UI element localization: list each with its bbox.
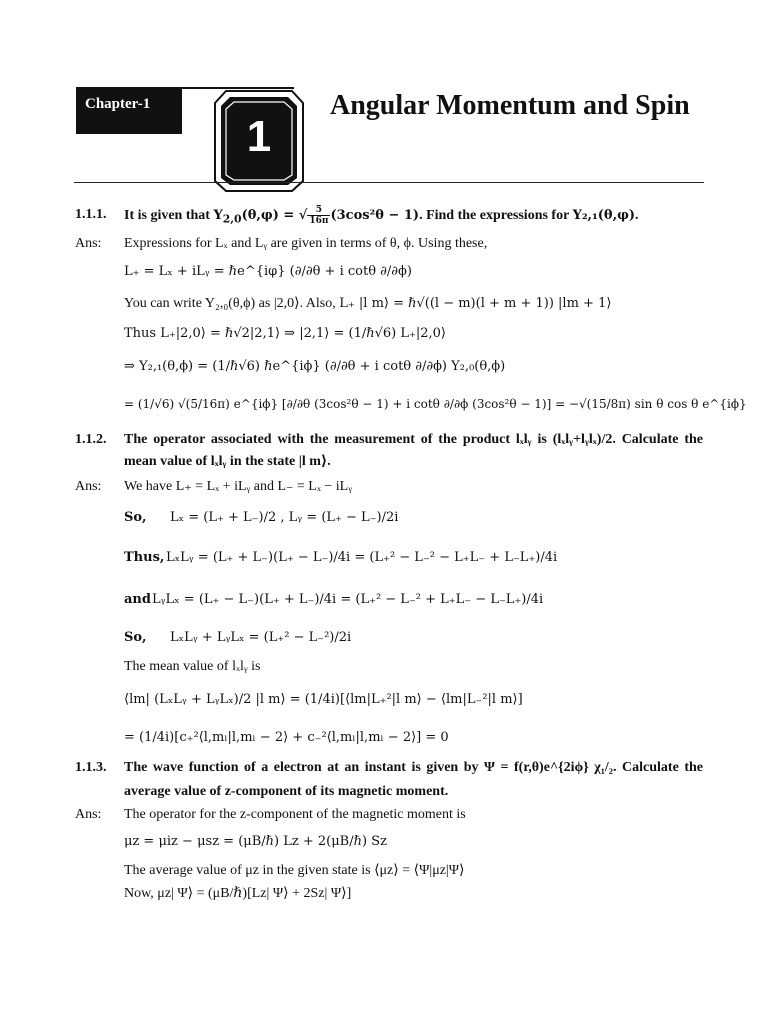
ladder-relation: L₊ |l m⟩ = ℏ√((l − m)(l + m + 1)) |lm + 1⟩ [339,296,612,311]
chapter-number: 1 [246,112,272,161]
now-line: Now, μz| Ψ⟩ = (μB/ℏ)[Lz| Ψ⟩ + 2Sz| Ψ⟩] [124,886,352,901]
answer-line: We have L₊ = Lₓ + iLᵧ and L₋ = Lₓ − iLᵧ [124,479,352,494]
question-label: 1.1.2. [75,432,107,447]
answer-1-1-2 [75,477,703,497]
answer-line: The operator for the z-component of the magnetic moment is [124,807,466,822]
answer-label: Ans: [75,479,102,494]
answer-1-1-1 [75,234,703,254]
so-label-1: So, [124,510,147,525]
target-harmonic: Y₂,₁(θ,φ) [572,208,636,223]
equation-y21-operator: ⇒ Y₂,₁(θ,ϕ) = (1/ℏ√6) ℏe^{iϕ} (∂/∂θ + i cotθ ∂/∂ϕ) Y₂,₀(θ,ϕ) [124,359,506,374]
given-harmonic: $Y_{2,0}(\theta,\varphi)$ = √ $\frac{5}{16\pi}$ (3cos²θ − 1) [213,205,420,226]
question-text-line-1: The wave function of a electron at an instant is given by Ψ = f(r,θ)e^{2iϕ} χ₁/₂. Calculate the [124,760,703,775]
question-text-line-2: average value of z-component of its magnetic moment. [124,784,449,799]
question-1-1-2 [75,430,703,474]
equation-thus: Thus L₊|2,0⟩ = ℏ√2|2,1⟩ ⇒ |2,1⟩ = (1/ℏ√6) L₊|2,0⟩ [124,326,446,341]
average-value-line: The average value of μz in the given state is ⟨μz⟩ = ⟨Ψ|μz|Ψ⟩ [124,863,465,878]
so-label-2: So, [124,630,147,645]
question-label: 1.1.1. [75,207,107,222]
question-text-line-2: mean value of lₓlᵧ in the state |l m⟩. [124,454,331,469]
answer-1-1-3 [75,805,703,825]
answer-line: Expressions for Lₓ and Lᵧ are given in terms of θ, ϕ. Using these, [124,236,488,251]
and-label: and [124,592,151,607]
mean-value-line: The mean value of lₓlᵧ is [124,659,261,674]
question-1-1-1 [75,202,703,228]
chapter-badge-frame [212,87,306,195]
thus-label: Thus, [124,550,165,565]
header-rule [74,182,704,183]
equation-sum: LₓLᵧ + LᵧLₓ = (L₊² − L₋²)/2i [170,630,352,645]
equation-mean-value: ⟨lm| (LₓLᵧ + LᵧLₓ)/2 |l m⟩ = (1/4i)[⟨lm|L₊²|l m⟩ − ⟨lm|L₋²|l m⟩] [124,692,523,707]
equation-y21-result: = (1/√6) √(5/16π) e^{iϕ} [∂/∂θ (3cos²θ − 1) + i cotθ ∂/∂ϕ (3cos²θ − 1)] = −√(15/8π) sin θ cos θ e^{iϕ} [124,397,747,411]
question-label: 1.1.3. [75,760,107,775]
chapter-title: Angular Momentum and Spin [330,90,690,121]
question-1-1-3 [75,758,703,802]
equation-lx-ly: Lₓ = (L₊ + L₋)/2 , Lᵧ = (L₊ − L₋)/2i [170,510,399,525]
answer-label: Ans: [75,807,102,822]
equation-lxly: LₓLᵧ = (L₊ + L₋)(L₊ − L₋)/4i = (L₊² − L₋² − L₊L₋ + L₋L₊)/4i [166,550,558,565]
equation-magnetic-moment: μz = μiz − μsz = (μB/ℏ) Lz + 2(μB/ℏ) Sz [124,834,387,849]
answer-line-2: You can write Y₂,₀(θ,ϕ) as |2,0⟩. Also, L₊ |l m⟩ = ℏ√((l − m)(l + m + 1)) |lm + 1⟩ [124,296,612,311]
answer-label: Ans: [75,236,102,251]
question-text-line-1: The operator associated with the measurement of the product lₓlᵧ is (lₓlᵧ+lᵧlₓ)/2. Calculate the [124,432,703,447]
equation-raising-operator: L₊ = Lₓ + iLᵧ = ℏe^{iφ} (∂/∂θ + i cotθ ∂/∂ϕ) [124,264,412,279]
chapter-label: Chapter-1 [76,87,182,134]
equation-mean-result: = (1/4i)[c₊²⟨l,mₗ|l,mₗ − 2⟩ + c₋²⟨l,mₗ|l,mₗ − 2⟩] = 0 [124,730,449,745]
equation-lylx: LᵧLₓ = (L₊ − L₋)(L₊ + L₋)/4i = (L₊² − L₋² + L₊L₋ − L₋L₊)/4i [152,592,544,607]
question-text: It is given that $Y_{2,0}(\theta,\varphi)$ = √ $\frac{5}{16\pi}$ (3cos²θ − 1). Find the expressions for Y₂,₁(θ,φ). [124,205,639,226]
chapter-number-badge [212,87,306,195]
